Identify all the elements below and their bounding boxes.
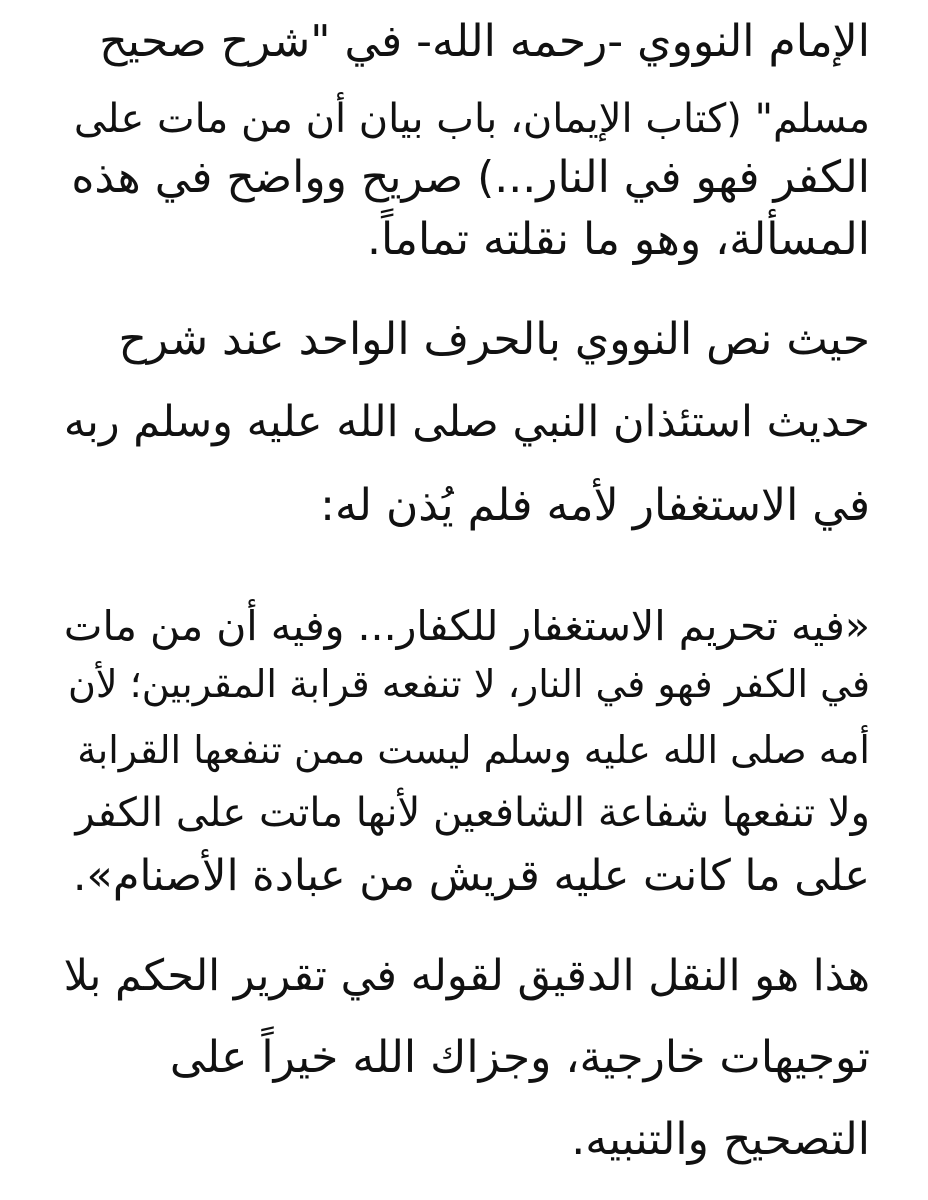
paragraph-2-line-2: حديث استئذان النبي صلى الله عليه وسلم ربه [63, 397, 870, 447]
paragraph-3-line-1: هذا هو النقل الدقيق لقوله في تقرير الحكم بلا [63, 951, 870, 1001]
quote-line-1: «فيه تحريم الاستغفار للكفار... وفيه أن من مات [63, 602, 870, 650]
quote-line-2: في الكفر فهو في النار، لا تنفعه قرابة المقربين؛ لأن [67, 662, 870, 706]
paragraph-1-line-1: الإمام النووي -رحمه الله- في "شرح صحيح [99, 16, 870, 67]
paragraph-1-line-4: المسألة، وهو ما نقلته تماماً. [366, 214, 870, 265]
paragraph-3-line-2: توجيهات خارجية، وجزاك الله خيراً على [169, 1032, 870, 1083]
quote-line-4: ولا تنفعها شفاعة الشافعين لأنها ماتت على الكفر [75, 790, 870, 836]
paragraph-3-line-3: التصحيح والتنبيه. [571, 1114, 870, 1165]
paragraph-2-line-1: حيث نص النووي بالحرف الواحد عند شرح [118, 314, 870, 365]
paragraph-1-line-3: الكفر فهو في النار...) صريح وواضح في هذه [71, 152, 870, 203]
quote-line-3: أمه صلى الله عليه وسلم ليست ممن تنفعها القرابة [77, 728, 870, 772]
paragraph-1-line-2: مسلم" (كتاب الإيمان، باب بيان أن من مات على [73, 96, 870, 142]
quote-line-5: على ما كانت عليه قريش من عبادة الأصنام». [72, 851, 870, 901]
paragraph-2-line-3: في الاستغفار لأمه فلم يُذن له: [320, 480, 870, 531]
